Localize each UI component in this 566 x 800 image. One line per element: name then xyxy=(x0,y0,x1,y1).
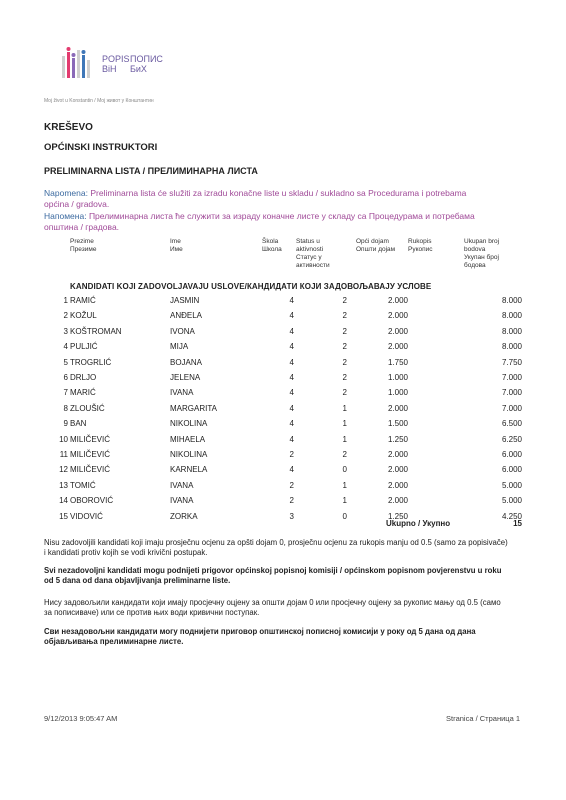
row-oral: 2.000 xyxy=(387,296,408,305)
row-number: 12 xyxy=(59,465,68,475)
row-number: 13 xyxy=(59,480,68,490)
row-oral: 2.000 xyxy=(387,342,408,352)
row-school: 2 xyxy=(289,480,294,490)
column-header-oral: Opći dojam Општи дојам xyxy=(356,238,396,253)
row-number: 2 xyxy=(63,311,68,321)
table-row xyxy=(0,358,566,374)
logo-cyr-line1: ПОПИС xyxy=(130,54,163,64)
row-school: 4 xyxy=(289,326,294,336)
row-number: 9 xyxy=(63,419,68,429)
row-name: BOJANA xyxy=(170,357,203,367)
logo-tagline: Moj život u Konstantin / Мој живот у Конштантин xyxy=(44,98,154,104)
column-header-school: Škola Школа xyxy=(262,238,282,253)
row-total: 6.250 xyxy=(501,434,522,444)
table-row xyxy=(0,404,566,420)
note-cyrillic xyxy=(44,211,484,233)
row-oral: 1.000 xyxy=(387,388,408,398)
table-row xyxy=(0,450,566,466)
row-surname: TROGRLIĆ xyxy=(70,357,112,367)
paragraph-cyrillic-complaint: Сви незадовољни кандидати могу поднијети приговор општинској пописној комисији у року од 5 дана од дана објављивања прелиминарне листе. xyxy=(44,627,476,646)
row-number: 6 xyxy=(63,373,68,382)
table-row xyxy=(0,435,566,451)
table-row xyxy=(0,342,566,358)
row-total: 6.000 xyxy=(501,465,522,475)
section-title: KANDIDATI KOJI ZADOVOLJAVAJU USLOVE/КАНДИДАТИ КОЈИ ЗАДОВОЉАВАЈУ УСЛОВЕ xyxy=(70,282,432,291)
column-header-name: Ime Име xyxy=(170,238,183,253)
row-surname: ZLOUŠIĆ xyxy=(70,403,105,413)
row-name: IVANA xyxy=(170,496,194,506)
row-name: MIJA xyxy=(170,342,189,352)
row-oral: 1.500 xyxy=(387,419,408,429)
column-header-surname: Prezime Презиме xyxy=(70,238,97,253)
total-value: 15 xyxy=(513,519,522,528)
row-total: 4.250 xyxy=(501,511,522,521)
row-name: IVANA xyxy=(170,388,194,398)
row-oral: 1.250 xyxy=(387,434,408,444)
row-name: IVANA xyxy=(170,480,194,490)
people-logo-icon xyxy=(58,46,100,84)
row-activity: 0 xyxy=(342,465,347,475)
footer-page-number: Stranica / Страница 1 xyxy=(446,714,521,723)
row-name: NIKOLINA xyxy=(170,450,208,459)
row-activity: 2 xyxy=(342,296,347,305)
table-row xyxy=(0,388,566,404)
footer-timestamp: 9/12/2013 9:05:47 AM xyxy=(44,714,118,723)
row-total: 8.000 xyxy=(501,342,522,352)
paragraph-latin-unqualified: Nisu zadovoljili kandidati koji imaju prosječnu ocjenu za opšti dojam 0, prosječnu ocjenu za rukopis manju od 0.5 (samo za popisivače) i kandidati protiv kojih se vodi krivični postupak. xyxy=(44,538,508,557)
row-school: 4 xyxy=(289,357,294,367)
row-oral: 2.000 xyxy=(387,326,408,336)
paragraph-latin-complaint: Svi nezadovoljni kandidati mogu podnijeti prigovor općinskoj popisnoj komisiji / općinskom popisnom povjerenstvu u roku od 5 dana od dana objavljivanja preliminarne liste. xyxy=(44,566,502,585)
row-surname: KOŠTROMAN xyxy=(70,326,122,336)
row-activity: 2 xyxy=(342,311,347,321)
row-school: 4 xyxy=(289,465,294,475)
table-row xyxy=(0,512,566,528)
row-surname: RAMIĆ xyxy=(70,296,96,305)
row-number: 1 xyxy=(63,296,68,305)
table-row xyxy=(0,465,566,481)
row-total: 8.000 xyxy=(501,311,522,321)
row-oral: 2.000 xyxy=(387,311,408,321)
table-row xyxy=(0,296,566,312)
row-total: 8.000 xyxy=(501,326,522,336)
row-oral: 2.000 xyxy=(387,403,408,413)
note-cyrillic-text: Прелиминарна листа ће служити за израду коначне листе у складу са Процедурама и потребама општина / градова. xyxy=(44,211,475,232)
row-number: 15 xyxy=(59,511,68,521)
table-row xyxy=(0,481,566,497)
row-surname: DRLJO xyxy=(70,373,97,382)
row-activity: 2 xyxy=(342,388,347,398)
row-name: ZORKA xyxy=(170,511,198,521)
row-oral: 1.000 xyxy=(387,373,408,382)
row-total: 7.000 xyxy=(501,373,522,382)
row-surname: PULJIĆ xyxy=(70,342,98,352)
note-latin-text: Preliminarna lista će služiti za izradu konačne liste u skladu / sukladno sa Procedurama i potrebama općina / gradova. xyxy=(44,188,467,209)
row-total: 5.000 xyxy=(501,496,522,506)
row-activity: 2 xyxy=(342,373,347,382)
row-name: ANĐELA xyxy=(170,311,203,321)
note-latin-label: Napomena: xyxy=(44,188,88,198)
row-activity: 1 xyxy=(342,434,347,444)
row-school: 2 xyxy=(289,450,294,459)
row-surname: OBOROVIĆ xyxy=(70,496,114,506)
row-activity: 2 xyxy=(342,342,347,352)
row-name: JASMIN xyxy=(170,296,200,305)
row-name: MIHAELA xyxy=(170,434,206,444)
row-total: 7.000 xyxy=(501,403,522,413)
row-school: 4 xyxy=(289,296,294,305)
row-activity: 2 xyxy=(342,326,347,336)
row-surname: VIDOVIĆ xyxy=(70,511,103,521)
row-number: 7 xyxy=(63,388,68,398)
row-total: 8.000 xyxy=(501,296,522,305)
document-title: OPĆINSKI INSTRUKTORI xyxy=(44,142,158,153)
row-total: 5.000 xyxy=(501,480,522,490)
row-surname: MILIČEVIĆ xyxy=(70,450,111,459)
row-oral: 1.750 xyxy=(387,357,408,367)
column-header-manuscript: Rukopis Рукопис xyxy=(408,238,433,253)
row-activity: 1 xyxy=(342,480,347,490)
logo-lat-line2: BiH xyxy=(102,64,117,74)
row-surname: BAN xyxy=(70,419,87,429)
row-school: 2 xyxy=(289,496,294,506)
row-name: NIKOLINA xyxy=(170,419,208,429)
row-school: 4 xyxy=(289,311,294,321)
row-school: 4 xyxy=(289,373,294,382)
row-surname: MILIČEVIĆ xyxy=(70,465,111,475)
row-number: 3 xyxy=(63,326,68,336)
column-header-total: Ukupan broj bodova Укупан број бодова xyxy=(464,238,500,269)
row-activity: 1 xyxy=(342,403,347,413)
table-row xyxy=(0,496,566,512)
row-activity: 0 xyxy=(342,511,347,521)
row-school: 4 xyxy=(289,419,294,429)
municipality-title: KREŠEVO xyxy=(44,122,93,133)
row-number: 4 xyxy=(63,342,68,352)
table-row xyxy=(0,373,566,389)
row-name: KARNELA xyxy=(170,465,208,475)
row-oral: 2.000 xyxy=(387,465,408,475)
column-header-activity: Status u aktivnosti Статус у активности xyxy=(296,238,330,269)
row-number: 14 xyxy=(59,496,68,506)
row-oral: 1.250 xyxy=(387,511,408,521)
note-latin xyxy=(44,188,484,210)
row-activity: 2 xyxy=(342,450,347,459)
census-logo xyxy=(58,46,198,86)
row-activity: 1 xyxy=(342,496,347,506)
logo-lat-line1: POPIS xyxy=(102,54,130,64)
row-school: 4 xyxy=(289,434,294,444)
logo-cyr-line2: БиХ xyxy=(130,64,147,74)
row-activity: 1 xyxy=(342,419,347,429)
paragraph-cyrillic-unqualified: Нису задовољили кандидати који имају просјечну оцјену за општи дојам 0 или просјечну оцјену за рукопис мању од 0.5 (само за пописиваче) или се против њих води кривични поступак. xyxy=(44,598,501,617)
row-name: MARGARITA xyxy=(170,403,217,413)
table-row xyxy=(0,311,566,327)
row-total: 6.000 xyxy=(501,450,522,459)
row-activity: 2 xyxy=(342,357,347,367)
row-number: 8 xyxy=(63,403,68,413)
row-surname: TOMIĆ xyxy=(70,480,96,490)
row-name: IVONA xyxy=(170,326,195,336)
row-total: 6.500 xyxy=(501,419,522,429)
row-number: 10 xyxy=(59,434,68,444)
table-row xyxy=(0,419,566,435)
row-surname: MARIĆ xyxy=(70,388,96,398)
row-total: 7.000 xyxy=(501,388,522,398)
row-number: 11 xyxy=(59,450,68,459)
row-school: 3 xyxy=(289,511,294,521)
document-subtitle: PRELIMINARNA LISTA / ПРЕЛИМИНАРНА ЛИСТА xyxy=(44,166,258,176)
row-oral: 2.000 xyxy=(387,450,408,459)
row-oral: 2.000 xyxy=(387,496,408,506)
row-number: 5 xyxy=(63,357,68,367)
total-label: Ukupno / Укупно xyxy=(386,519,451,528)
row-total: 7.750 xyxy=(501,357,522,367)
row-school: 4 xyxy=(289,388,294,398)
row-name: JELENA xyxy=(170,373,201,382)
row-school: 4 xyxy=(289,342,294,352)
table-row xyxy=(0,327,566,343)
row-surname: MILIČEVIĆ xyxy=(70,434,111,444)
note-cyrillic-label: Напомена: xyxy=(44,211,87,221)
row-oral: 2.000 xyxy=(387,480,408,490)
row-school: 4 xyxy=(289,403,294,413)
row-surname: KOŽUL xyxy=(70,311,97,321)
